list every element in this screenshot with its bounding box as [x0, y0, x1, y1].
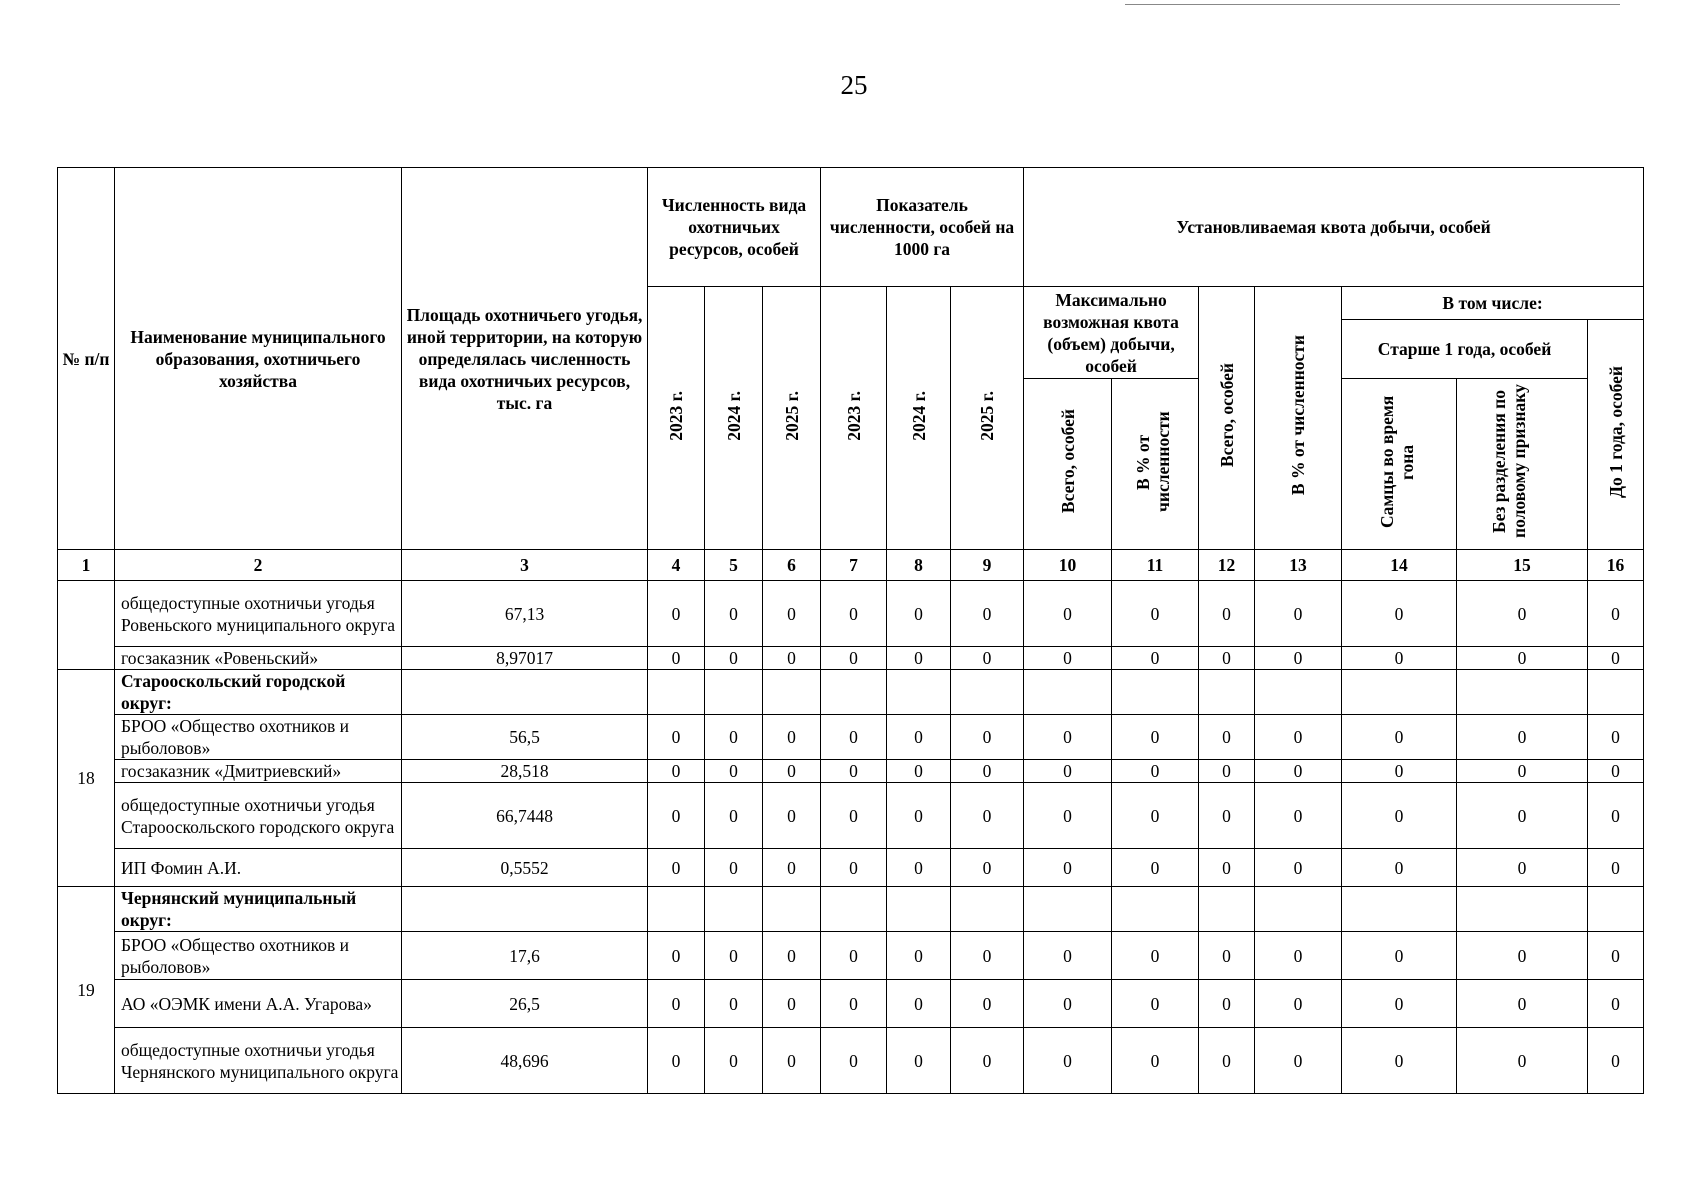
value-cell: 0	[951, 980, 1024, 1028]
table-row	[58, 715, 1644, 760]
row-number: 19	[58, 887, 115, 1094]
value-cell: 0	[1342, 932, 1457, 980]
value-cell: 0	[1342, 581, 1457, 647]
group-title-row	[58, 887, 1644, 932]
value-cell: 0	[821, 980, 887, 1028]
value-cell: 0	[763, 849, 821, 887]
value-cell: 0	[1199, 760, 1255, 783]
area-value: 48,696	[402, 1028, 648, 1094]
value-cell: 0	[763, 581, 821, 647]
hunting-ground-name: общедоступные охотничьи угодья Ровеньского муниципального округа	[115, 581, 402, 647]
value-cell: 0	[887, 760, 951, 783]
value-cell: 0	[821, 760, 887, 783]
quota-table	[57, 167, 1644, 1094]
value-cell: 0	[1255, 647, 1342, 670]
value-cell: 0	[1457, 849, 1588, 887]
value-cell: 0	[1255, 1028, 1342, 1094]
empty-cell	[1112, 887, 1199, 932]
value-cell: 0	[821, 1028, 887, 1094]
value-cell: 0	[763, 932, 821, 980]
value-cell: 0	[763, 715, 821, 760]
table-row	[58, 1028, 1644, 1094]
value-cell: 0	[1457, 1028, 1588, 1094]
value-cell: 0	[648, 980, 705, 1028]
value-cell: 0	[705, 760, 763, 783]
value-cell: 0	[648, 647, 705, 670]
header-older: Старше 1 года, особей	[1342, 320, 1588, 379]
header-pct: В % от численности	[1288, 335, 1309, 496]
value-cell: 0	[1342, 849, 1457, 887]
header-under1: До 1 года, особей	[1605, 365, 1626, 499]
empty-cell	[402, 670, 648, 715]
value-cell: 0	[951, 1028, 1024, 1094]
header-num: № п/п	[58, 168, 115, 550]
value-cell: 0	[887, 581, 951, 647]
hunting-ground-name: БРОО «Общество охотников и рыболовов»	[115, 932, 402, 980]
value-cell: 0	[1024, 980, 1112, 1028]
column-number: 9	[951, 550, 1024, 581]
empty-cell	[705, 887, 763, 932]
column-number: 11	[1112, 550, 1199, 581]
value-cell: 0	[1112, 1028, 1199, 1094]
value-cell: 0	[1112, 849, 1199, 887]
area-value: 56,5	[402, 715, 648, 760]
column-number: 13	[1255, 550, 1342, 581]
value-cell: 0	[1255, 783, 1342, 849]
value-cell: 0	[951, 932, 1024, 980]
value-cell: 0	[648, 581, 705, 647]
header-including: В том числе:	[1342, 287, 1644, 320]
value-cell: 0	[1112, 932, 1199, 980]
value-cell: 0	[1199, 980, 1255, 1028]
value-cell: 0	[705, 647, 763, 670]
empty-cell	[1588, 887, 1644, 932]
value-cell: 0	[1342, 715, 1457, 760]
value-cell: 0	[1024, 783, 1112, 849]
value-cell: 0	[821, 849, 887, 887]
empty-cell	[1024, 887, 1112, 932]
value-cell: 0	[1024, 581, 1112, 647]
empty-cell	[821, 670, 887, 715]
table-row	[58, 581, 1644, 647]
value-cell: 0	[648, 1028, 705, 1094]
empty-cell	[402, 887, 648, 932]
column-number: 4	[648, 550, 705, 581]
value-cell: 0	[705, 980, 763, 1028]
header-males: Самцы во время гона	[1377, 395, 1418, 528]
value-cell: 0	[648, 715, 705, 760]
empty-cell	[763, 887, 821, 932]
value-cell: 0	[887, 647, 951, 670]
value-cell: 0	[1342, 647, 1457, 670]
table-row	[58, 760, 1644, 783]
value-cell: 0	[648, 849, 705, 887]
hunting-ground-name: общедоступные охотничьи угодья Чернянского муниципального округа	[115, 1028, 402, 1094]
value-cell: 0	[821, 647, 887, 670]
value-cell: 0	[821, 783, 887, 849]
value-cell: 0	[951, 581, 1024, 647]
value-cell: 0	[821, 932, 887, 980]
value-cell: 0	[705, 849, 763, 887]
group-title: Старооскольский городской округ:	[115, 670, 402, 715]
value-cell: 0	[1588, 849, 1644, 887]
area-value: 17,6	[402, 932, 648, 980]
area-value: 28,518	[402, 760, 648, 783]
table-body	[58, 581, 1644, 1094]
column-number: 8	[887, 550, 951, 581]
column-number: 15	[1457, 550, 1588, 581]
value-cell: 0	[648, 932, 705, 980]
table-row	[58, 980, 1644, 1028]
value-cell: 0	[705, 581, 763, 647]
value-cell: 0	[763, 647, 821, 670]
value-cell: 0	[1457, 647, 1588, 670]
empty-cell	[887, 670, 951, 715]
column-number: 3	[402, 550, 648, 581]
value-cell: 0	[1255, 760, 1342, 783]
value-cell: 0	[1024, 715, 1112, 760]
value-cell: 0	[1024, 647, 1112, 670]
empty-cell	[1255, 670, 1342, 715]
value-cell: 0	[1255, 715, 1342, 760]
header-pop-2023: 2023 г.	[666, 390, 686, 441]
value-cell: 0	[1112, 715, 1199, 760]
empty-cell	[1199, 670, 1255, 715]
area-value: 66,7448	[402, 783, 648, 849]
value-cell: 0	[1199, 783, 1255, 849]
header-area: Площадь охотничьего угодья, иной территории, на которую определялась численность вида охотничьих ресурсов, тыс. га	[402, 168, 648, 550]
value-cell: 0	[1199, 581, 1255, 647]
header-pop-2025: 2025 г.	[781, 390, 802, 441]
value-cell: 0	[1457, 980, 1588, 1028]
value-cell: 0	[1199, 932, 1255, 980]
header-den-2023: 2023 г.	[843, 390, 864, 441]
value-cell: 0	[1112, 980, 1199, 1028]
value-cell: 0	[1112, 783, 1199, 849]
value-cell: 0	[951, 647, 1024, 670]
value-cell: 0	[1588, 581, 1644, 647]
hunting-ground-name: БРОО «Общество охотников и рыболовов»	[115, 715, 402, 760]
empty-cell	[1457, 670, 1588, 715]
value-cell: 0	[887, 932, 951, 980]
table-row	[58, 783, 1644, 849]
empty-cell	[648, 670, 705, 715]
empty-cell	[648, 887, 705, 932]
value-cell: 0	[763, 980, 821, 1028]
value-cell: 0	[1024, 849, 1112, 887]
empty-cell	[1199, 887, 1255, 932]
column-number: 14	[1342, 550, 1457, 581]
value-cell: 0	[1199, 715, 1255, 760]
empty-cell	[763, 670, 821, 715]
value-cell: 0	[1588, 715, 1644, 760]
header-pop-2024: 2024 г.	[723, 390, 744, 441]
empty-cell	[1588, 670, 1644, 715]
empty-cell	[1024, 670, 1112, 715]
empty-cell	[1457, 887, 1588, 932]
header-den-2025: 2025 г.	[977, 390, 998, 441]
area-value: 0,5552	[402, 849, 648, 887]
value-cell: 0	[1588, 980, 1644, 1028]
value-cell: 0	[887, 715, 951, 760]
column-number: 2	[115, 550, 402, 581]
empty-cell	[951, 887, 1024, 932]
top-rule	[1125, 4, 1620, 5]
group-title-row	[58, 670, 1644, 715]
row-number: 18	[58, 670, 115, 887]
column-number-row	[58, 550, 1644, 581]
value-cell: 0	[1457, 783, 1588, 849]
value-cell: 0	[1255, 932, 1342, 980]
value-cell: 0	[1199, 849, 1255, 887]
value-cell: 0	[1457, 715, 1588, 760]
value-cell: 0	[1588, 1028, 1644, 1094]
empty-cell	[1112, 670, 1199, 715]
area-value: 26,5	[402, 980, 648, 1028]
group-title: Чернянский муниципальный округ:	[115, 887, 402, 932]
hunting-ground-name: общедоступные охотничьи угодья Старооскольского городского округа	[115, 783, 402, 849]
value-cell: 0	[951, 715, 1024, 760]
empty-cell	[951, 670, 1024, 715]
header-max-pct: В % от численности	[1133, 411, 1174, 512]
value-cell: 0	[951, 783, 1024, 849]
value-cell: 0	[887, 849, 951, 887]
table-row	[58, 932, 1644, 980]
hunting-ground-name: АО «ОЭМК имени А.А. Угарова»	[115, 980, 402, 1028]
value-cell: 0	[887, 980, 951, 1028]
value-cell: 0	[1255, 849, 1342, 887]
value-cell: 0	[763, 1028, 821, 1094]
hunting-ground-name: госзаказник «Ровеньский»	[115, 647, 402, 670]
column-number: 6	[763, 550, 821, 581]
value-cell: 0	[705, 1028, 763, 1094]
value-cell: 0	[1588, 932, 1644, 980]
column-number: 7	[821, 550, 887, 581]
header-name: Наименование муниципального образования, охотничьего хозяйства	[115, 168, 402, 550]
table-row	[58, 849, 1644, 887]
page-number: 25	[840, 70, 868, 100]
value-cell: 0	[821, 581, 887, 647]
value-cell: 0	[1342, 1028, 1457, 1094]
value-cell: 0	[1024, 932, 1112, 980]
header-den-2024: 2024 г.	[908, 390, 929, 441]
value-cell: 0	[705, 932, 763, 980]
column-number: 10	[1024, 550, 1112, 581]
value-cell: 0	[1457, 760, 1588, 783]
empty-cell	[1342, 670, 1457, 715]
column-number: 1	[58, 550, 115, 581]
area-value: 8,97017	[402, 647, 648, 670]
value-cell: 0	[1024, 1028, 1112, 1094]
header-density: Показатель численности, особей на 1000 га	[821, 168, 1024, 287]
empty-cell	[1255, 887, 1342, 932]
value-cell: 0	[1342, 980, 1457, 1028]
hunting-ground-name: госзаказник «Дмитриевский»	[115, 760, 402, 783]
table-row	[58, 647, 1644, 670]
header-quota: Установливаемая квота добычи, особей	[1024, 168, 1644, 287]
value-cell: 0	[1199, 647, 1255, 670]
value-cell: 0	[1112, 647, 1199, 670]
header-no-sex: Без разделения по половому признаку	[1489, 384, 1530, 539]
column-number: 16	[1588, 550, 1644, 581]
column-number: 12	[1199, 550, 1255, 581]
value-cell: 0	[705, 715, 763, 760]
value-cell: 0	[648, 760, 705, 783]
header-total: Всего, особей	[1216, 363, 1237, 468]
column-number: 5	[705, 550, 763, 581]
value-cell: 0	[1112, 581, 1199, 647]
value-cell: 0	[1342, 783, 1457, 849]
value-cell: 0	[705, 783, 763, 849]
header-max-total: Всего, особей	[1057, 409, 1078, 514]
value-cell: 0	[648, 783, 705, 849]
value-cell: 0	[1588, 783, 1644, 849]
empty-cell	[1342, 887, 1457, 932]
empty-cell	[821, 887, 887, 932]
value-cell: 0	[1342, 760, 1457, 783]
value-cell: 0	[821, 715, 887, 760]
value-cell: 0	[1199, 1028, 1255, 1094]
empty-cell	[705, 670, 763, 715]
area-value: 67,13	[402, 581, 648, 647]
value-cell: 0	[1457, 932, 1588, 980]
value-cell: 0	[887, 1028, 951, 1094]
value-cell: 0	[1457, 581, 1588, 647]
value-cell: 0	[763, 760, 821, 783]
empty-cell	[887, 887, 951, 932]
value-cell: 0	[1588, 760, 1644, 783]
value-cell: 0	[1255, 581, 1342, 647]
hunting-ground-name: ИП Фомин А.И.	[115, 849, 402, 887]
header-population: Численность вида охотничьих ресурсов, особей	[648, 168, 821, 287]
row-number	[58, 581, 115, 670]
value-cell: 0	[1024, 760, 1112, 783]
value-cell: 0	[763, 783, 821, 849]
value-cell: 0	[1255, 980, 1342, 1028]
table-header	[58, 168, 1644, 581]
value-cell: 0	[951, 849, 1024, 887]
value-cell: 0	[1112, 760, 1199, 783]
value-cell: 0	[887, 783, 951, 849]
value-cell: 0	[951, 760, 1024, 783]
header-max-quota: Максимально возможная квота (объем) добычи, особей	[1024, 287, 1199, 379]
value-cell: 0	[1588, 647, 1644, 670]
